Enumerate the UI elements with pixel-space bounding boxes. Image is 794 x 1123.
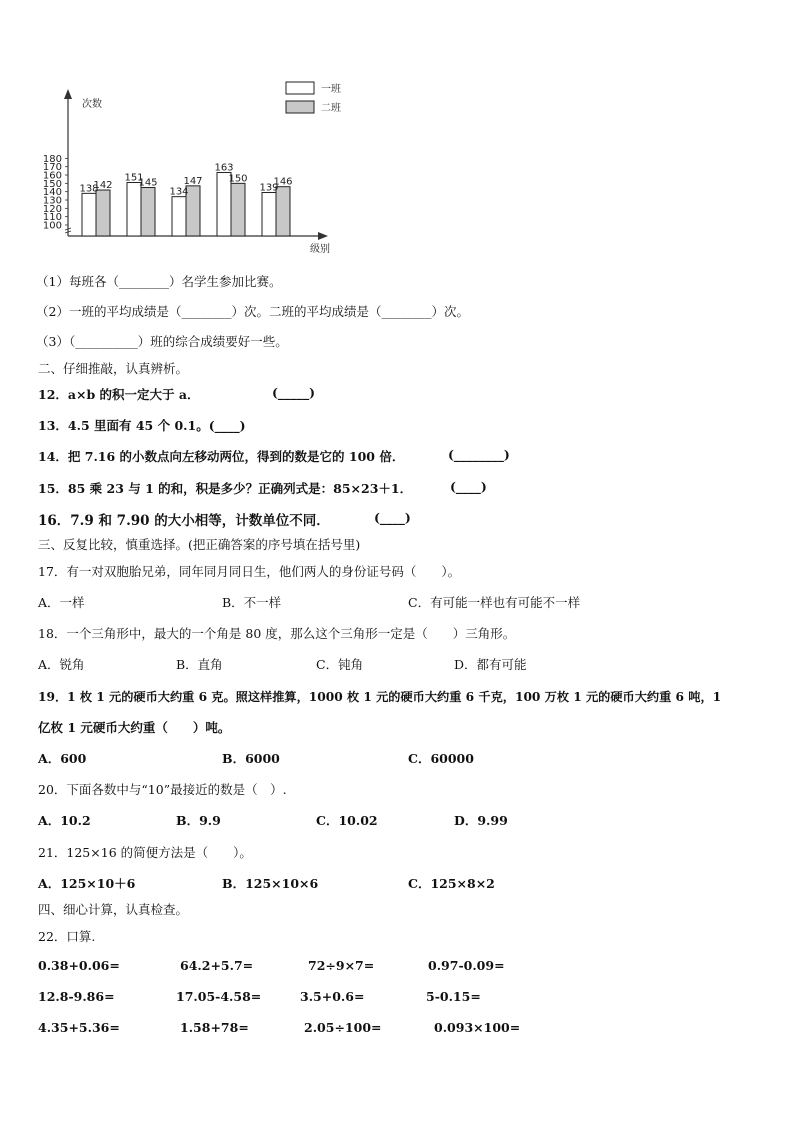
question-21: 21．125×16 的简便方法是（ ）。: [38, 845, 252, 860]
y-tick-label: 160: [42, 170, 62, 182]
question-18-option-a: A．锐角: [38, 657, 85, 672]
calc-item: 12.8-9.86=: [38, 989, 115, 1004]
question-21-option-b: B．125×10×6: [222, 876, 319, 891]
question-19-line-2: 亿枚 1 元硬币大约重（ ）吨。: [38, 720, 231, 735]
question-18-option-c: C．钝角: [316, 657, 364, 672]
y-tick-label: 140: [42, 187, 62, 199]
question-18: 18．一个三角形中，最大的一个角是 80 度，那么这个三角形一定是（ ）三角形。: [38, 626, 516, 641]
bar-value-label: 142: [93, 180, 113, 192]
bar-class-1: [172, 197, 186, 236]
calc-item: 72÷9×7=: [308, 958, 375, 973]
calc-item: 3.5+0.6=: [300, 989, 365, 1004]
section-2-heading: 二、仔细推敲，认真辨析。: [38, 361, 189, 376]
question-21-option-a: A．125×10＋6: [38, 876, 136, 891]
y-axis-label: 次数: [82, 99, 102, 110]
question-18-option-b: B．直角: [176, 657, 223, 672]
y-tick-label: 180: [42, 153, 62, 165]
question-19-option-c: C．60000: [408, 751, 474, 766]
question-16: 16．7.9 和 7.90 的大小相等，计数单位不同．: [38, 513, 330, 529]
calc-item: 0.97-0.09=: [428, 958, 505, 973]
y-tick-label: 150: [42, 178, 62, 190]
bar-value-label: 145: [138, 177, 158, 189]
calc-item: 0.38+0.06=: [38, 958, 120, 973]
section-3-heading: 三、反复比较，慎重选择。(把正确答案的序号填在括号里): [38, 537, 361, 552]
question-12: 12．a×b 的积一定大于 a．: [38, 387, 200, 402]
question-17: 17．有一对双胞胎兄弟，同年同月同日生，他们两人的身份证号码（ ）。: [38, 564, 461, 579]
x-axis-arrow: [318, 232, 328, 240]
question-12-blank: (_____): [272, 385, 316, 400]
calc-item: 2.05÷100=: [304, 1020, 382, 1035]
question-22: 22．口算.: [38, 929, 96, 944]
question-20-option-d: D．9.99: [454, 813, 508, 828]
bar-value-label: 147: [183, 175, 203, 187]
bar-value-label: 163: [214, 162, 234, 174]
question-20-option-a: A．10.2: [38, 813, 91, 828]
bar-class-1: [262, 193, 276, 236]
bar-class-2: [141, 188, 155, 236]
legend-label: 二班: [321, 103, 341, 114]
question-20-option-b: B．9.9: [176, 813, 221, 828]
question-21-option-c: C．125×8×2: [408, 876, 495, 891]
question-13: 13．4.5 里面有 45 个 0.1。(____): [38, 418, 246, 433]
sub-question-2: （2）一班的平均成绩是（________）次。二班的平均成绩是（________）次。: [36, 304, 469, 319]
x-axis-label: 级别: [310, 244, 330, 255]
question-19-option-a: A．600: [38, 751, 87, 766]
question-19-option-b: B．6000: [222, 751, 280, 766]
bar-value-label: 134: [169, 186, 189, 198]
calc-item: 4.35+5.36=: [38, 1020, 120, 1035]
question-15: 15．85 乘 23 与 1 的和，积是多少？正确列式是：85×23＋1．: [38, 481, 413, 496]
bar-class-1: [82, 193, 96, 236]
sub-question-3: （3）（__________）班的综合成绩要好一些。: [36, 334, 288, 349]
question-20-option-c: C．10.02: [316, 813, 378, 828]
bar-value-label: 150: [228, 173, 248, 185]
question-15-blank: (____): [450, 479, 487, 494]
calc-item: 5-0.15=: [426, 989, 481, 1004]
bar-chart: [30, 75, 350, 265]
calc-item: 17.05-4.58=: [176, 989, 262, 1004]
question-17-option-b: B．不一样: [222, 595, 282, 610]
bar-class-2: [231, 183, 245, 236]
question-17-option-a: A．一样: [38, 595, 85, 610]
section-4-heading: 四、细心计算，认真检查。: [38, 902, 189, 917]
y-axis-arrow: [64, 89, 72, 99]
bar-value-label: 138: [79, 183, 99, 195]
y-tick-label: 100: [42, 220, 62, 232]
bar-class-2: [276, 187, 290, 236]
y-tick-label: 170: [42, 162, 62, 174]
calc-item: 1.58+78=: [180, 1020, 249, 1035]
legend-swatch: [286, 82, 314, 94]
calc-item: 64.2+5.7=: [180, 958, 254, 973]
bar-value-label: 146: [273, 176, 293, 188]
calc-item: 0.093×100=: [434, 1020, 521, 1035]
chart-y-ticks: [43, 154, 68, 232]
bar-value-label: 151: [124, 172, 144, 184]
y-tick-label: 120: [42, 203, 62, 215]
question-16-blank: (____): [374, 510, 411, 525]
question-18-option-d: D．都有可能: [454, 657, 527, 672]
question-14-blank: (________): [448, 447, 510, 462]
legend-label: 一班: [321, 84, 341, 95]
question-17-option-c: C．有可能一样也有可能不一样: [408, 595, 581, 610]
question-19-line-1: 19．1 枚 1 元的硬币大约重 6 克。照这样推算，1000 枚 1 元的硬币大约重 6 千克，100 万枚 1 元的硬币大约重 6 吨，1: [38, 690, 722, 704]
question-14: 14．把 7.16 的小数点向左移动两位，得到的数是它的 100 倍．: [38, 449, 405, 464]
y-tick-label: 130: [42, 195, 62, 207]
sub-question-1: （1）每班各（________）名学生参加比赛。: [36, 274, 282, 289]
chart-legend: [286, 82, 341, 114]
question-20: 20．下面各数中与“10”最接近的数是（ ）.: [38, 782, 287, 797]
chart-data-labels: [79, 163, 292, 198]
y-tick-label: 110: [42, 212, 62, 224]
bar-value-label: 139: [259, 182, 279, 194]
legend-swatch: [286, 101, 314, 113]
bar-class-2: [96, 190, 110, 236]
bar-class-1: [127, 183, 141, 236]
